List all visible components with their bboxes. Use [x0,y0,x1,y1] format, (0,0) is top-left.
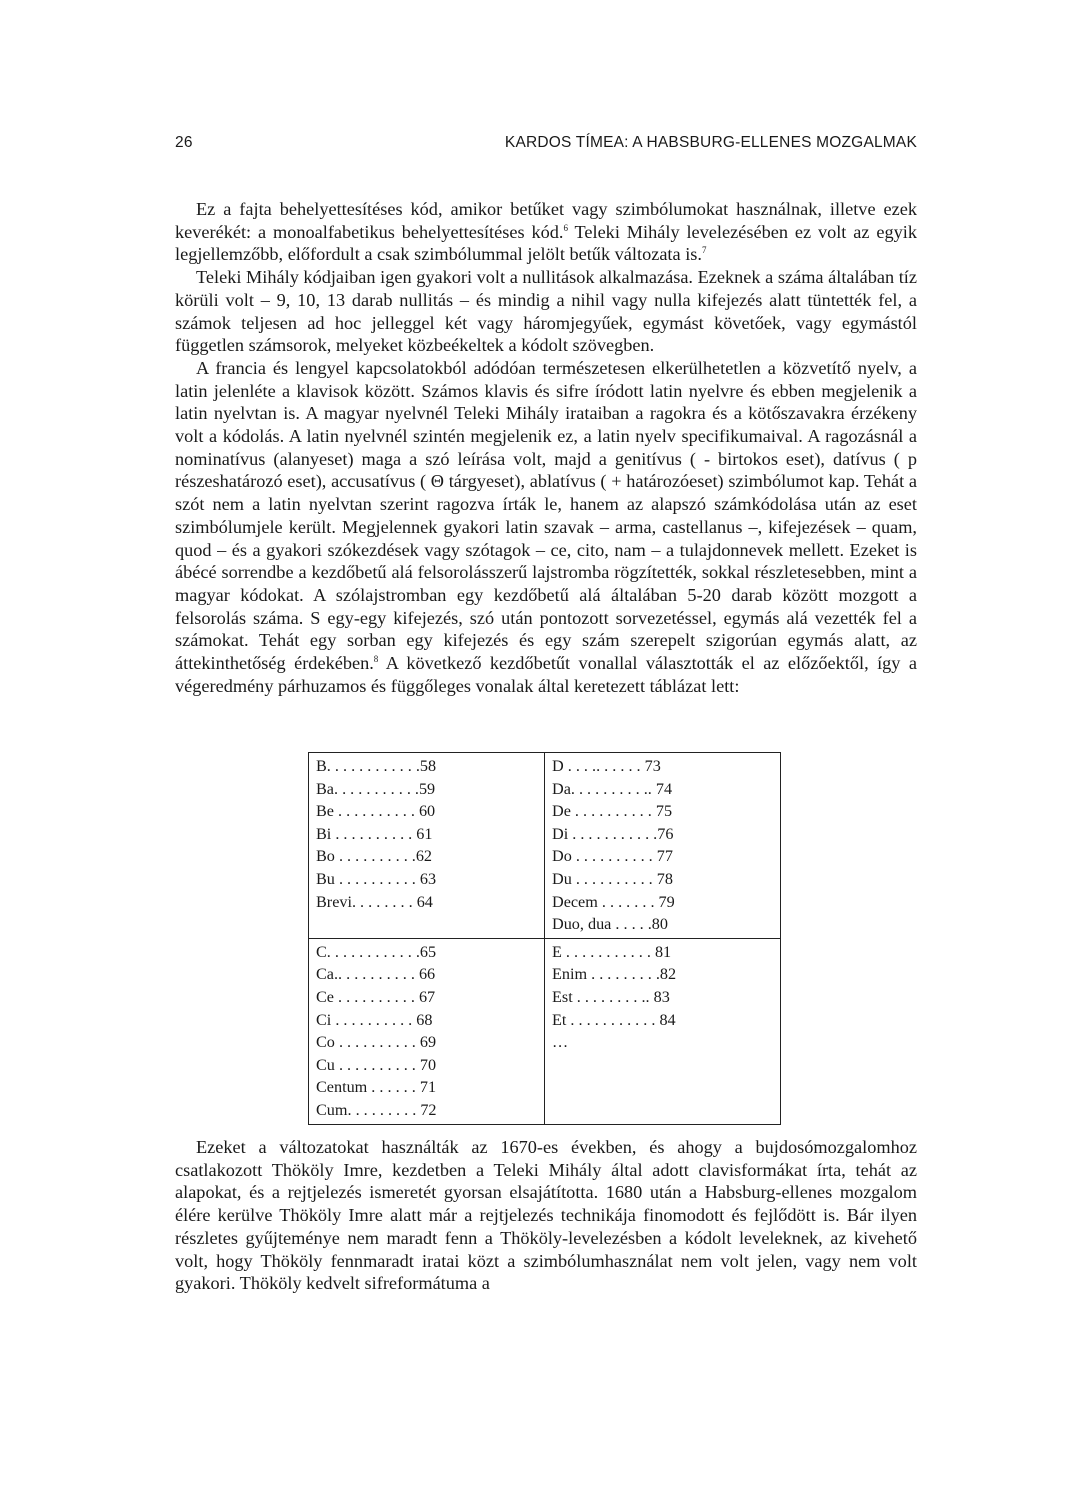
paragraph [175,357,917,698]
index-entry: Cu . . . . . . . . . . 70 [316,1055,437,1074]
index-entry: Ba. . . . . . . . . . .59 [316,779,436,798]
paragraph-text: Teleki Mihály kódjaiban igen gyakori volt a nullitások alkalmazása. Ezeknek a száma általában tíz körüli volt – 9, 10, 13 darab nullitás – és mindig a nihil vagy nulla kifejezés alatt tüntették fel, a számok teljesen ad hoc jelleggel két vagy háromjegyűek, egymást követőek, vagy egymástól független számsorok, melyeket közbeékeltek a kódolt szövegben. [175,267,917,356]
footnote-marker: 6 [563,222,568,233]
index-entry: Be . . . . . . . . . . 60 [316,802,436,821]
index-entry: Enim . . . . . . . . .82 [552,965,677,984]
paragraph-text: Ez a fajta behelyettesítéses kód, amikor betűket vagy szimbólumokat használnak, illetve ezek keverékét: a monoalfabetikus behelyettesítéses kód. [175,199,917,242]
paragraph [175,198,917,266]
table-row [309,753,781,939]
index-entry: D . . . .. . . . . . 73 [552,757,661,775]
index-entry: Co . . . . . . . . . . 69 [316,1033,437,1052]
index-entry: Di . . . . . . . . . . .76 [552,824,674,843]
index-entry: Duo, dua . . . . .80 [552,915,668,934]
index-entry: … [552,1033,569,1052]
paragraph-text: A francia és lengyel kapcsolatokból adódóan természetesen elkerülhetetlen a közvetítő nyelv, a latin jelenléte a klavisok között. Számos klavis és sifre íródott latin nyelvre és ebben megjelenik a latin nyelvtan is. A magyar nyelvnél Teleki Mihály irataiban a ragokra és a kötőszavakra érzékeny volt a kódolás. A latin nyelvnél szintén megjelenik ez, a latin nyelv specifikumaival. A ragozásnál a nominatívus (alanyeset) maga a szó leírása volt, majd a genitívus ( - birtokos eset), datívus ( p részeshatározó eset), accusatívus ( Θ tárgyeset), ablatívus ( + határozóeset) szimbólumot kap. Tehát a szót nem a latin nyelvtan szerint ragozva írták le, hanem az alapszó számkódolása után az eset szimbólumjele került. Megjelennek gyakori latin szavak – arma, castellanus –, kifejezések – quam, quod – és a gyakori szókezdések vagy szótagok – ce, cito, nam – a tulajdonnevek mellett. Ezeket is ábécé sorrendbe a kezdőbetű alá felsorolásszerű lajstromba rögzítették, sokkal részletesebben, mint a magyar kódokat. A szólajstromban egy kezdőbetű alá általában 5-20 darab között mozgott a felsorolás száma. S egy-egy kifejezés, szó után pontozott sorvezetéssel, egymás alá vezették fel a számokat. Tehát egy sorban egy kifejezés és egy szám szerepelt szigorúan egymás alatt, az áttekinthetőség érdekében. [175,357,917,674]
running-header [175,134,917,156]
footnote-marker: 8 [373,654,379,665]
table-cell-b [309,753,545,939]
table-cell-c [309,938,545,1124]
paragraph [175,266,917,357]
table-cell-d [545,753,781,939]
running-title: KARDOS TÍMEA: A HABSBURG-ELLENES MOZGALMAK [504,134,917,151]
index-entry: Brevi. . . . . . . . 64 [316,892,433,911]
index-entry: E . . . . . . . . . . . 81 [552,942,672,961]
body-text-top [175,198,917,697]
index-entry: Du . . . . . . . . . . 78 [552,869,673,888]
index-entry: Bo . . . . . . . . . .62 [316,847,433,866]
body-text-bottom [175,1136,917,1295]
index-entry: Ca.. . . . . . . . . . 66 [316,965,436,984]
index-entry: B. . . . . . . . . . . .58 [316,757,437,775]
index-entry: Decem . . . . . . . 79 [552,892,675,911]
table-cell-e [545,938,781,1124]
page-number: 26 [175,134,193,151]
index-entry: Et . . . . . . . . . . . 84 [552,1010,676,1029]
table-row [309,938,781,1124]
index-entry: Est . . . . . . . . .. 83 [552,987,670,1006]
index-entry: Da. . . . . . . . . .. 74 [552,779,673,798]
code-index-table [308,752,781,1125]
index-entry: Bu . . . . . . . . . . 63 [316,869,437,888]
paragraph-text: Ezeket a változatokat használták az 1670-es években, és ahogy a bujdosómozgalomhoz csatlakozott Thököly Imre, kezdetben a Teleki Mihály által adott clavisformákat írta, tehát az alapokat, és a rejtjelezés ismeretét gyorsan elsajátította. 1680 után a Habsburg-ellenes mozgalom élére kerülve Thököly Imre alatt már a rejtjelezés technikája finomodott és fejlődött is. Bár ilyen részletes gyűjteménye nem maradt fenn a Thököly-levelezésben a kódolt leveleknek, az kivehető volt, hogy Thököly fennmaradt iratai közt a szimbólumhasználat nem volt jelen, vagy nem volt gyakori. Thököly kedvelt sifreformátuma a [175,1137,917,1294]
index-entry: Centum . . . . . . 71 [316,1078,437,1097]
index-entry: Ce . . . . . . . . . . 67 [316,987,436,1006]
index-entry: C. . . . . . . . . . . .65 [316,942,437,961]
index-entry: Bi . . . . . . . . . . 61 [316,824,433,843]
paragraph-text: Teleki Mihály levelezésében ez volt az egyik legjellemzőbb, előfordult a csak szimbólummal jelölt betűk változata is. [175,221,917,265]
paragraph-text: A következő kezdőbetűt vonallal választották el az előzőektől, így a végeredmény párhuzamos és függőleges vonalak által keretezett táblázat lett: [175,653,917,696]
paragraph [175,1136,917,1295]
footnote-marker: 7 [701,245,707,256]
index-entry: De . . . . . . . . . . 75 [552,802,673,821]
index-entry: Cum. . . . . . . . . 72 [316,1100,437,1119]
index-entry: Ci . . . . . . . . . . 68 [316,1010,433,1029]
index-entry: Do . . . . . . . . . . 77 [552,847,673,866]
